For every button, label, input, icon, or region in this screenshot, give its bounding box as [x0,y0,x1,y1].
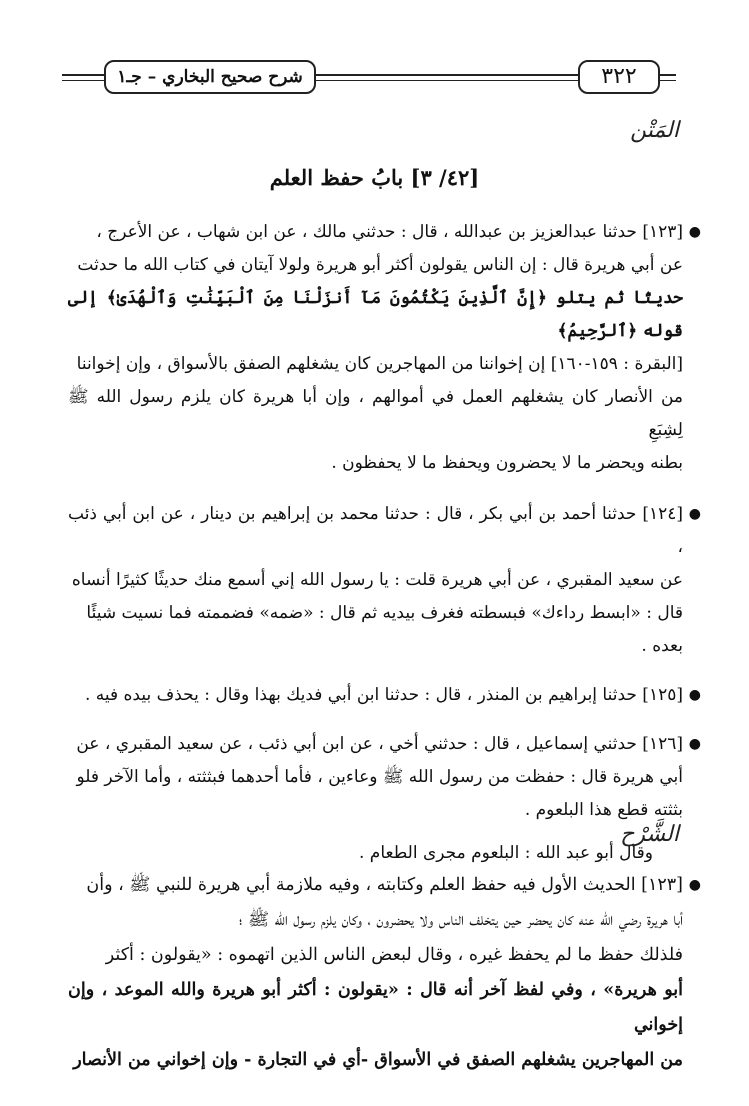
hadith-line: أبي هريرة قال : حفظت من رسول الله ﷺ وعاءين ، فأما أحدهما فبثثته ، وأما الآخر فلو [76,767,683,787]
hadith-line: من الأنصار كان يشغلهم العمل في أموالهم ، وإن أبا هريرة كان يلزم رسول الله ﷺ لِشِبَعِ [68,387,683,440]
hadith-line: بطنه ويحضر ما لا يحضرون ويحفظ ما لا يحفظون . [331,453,683,473]
sharh-line: من المهاجرين يشغلهم الصفق في الأسواق -أي في التجارة - وإن إخواني من الأنصار [73,1050,683,1070]
hadith-123 [68,216,701,480]
hadith-line: [١٢٤] حدثنا أحمد بن أبي بكر ، قال : حدثنا محمد بن إبراهيم بن دينار ، عن ابن أبي ذئب ، [68,504,683,557]
bullet-icon: ● [688,224,701,240]
bullet-icon: ● [688,506,701,522]
hadith-line: عن سعيد المقبري ، عن أبي هريرة قلت : يا رسول الله إني أسمع منك حديثًا كثيرًا أنساه [71,570,683,590]
page-number: ٣٢٢ [578,60,660,94]
sharh-line: أبو هريرة» ، وفي لفظ آخر أنه قال : «يقولون : أكثر أبو هريرة والله الموعد ، وإن إخواني [68,980,683,1035]
hadith-124 [68,498,701,663]
hadith-line: [١٢٣] حدثنا عبدالعزيز بن عبدالله ، قال : حدثني مالك ، عن ابن شهاب ، عن الأعرج ، [96,222,683,242]
sharh-label: الشَّرْح [620,822,679,847]
chapter-title: [٤٢/ ٣] بابُ حفظ العلم [269,165,480,190]
hadith-126 [68,728,701,827]
hadith-line: بعده . [641,636,683,656]
sharh-line: [١٢٣] الحديث الأول فيه حفظ العلم وكتابته ، وفيه ملازمة أبي هريرة للنبي ﷺ ، وأن [86,875,683,895]
sharh-line: فلذلك حفظ ما لم يحفظ غيره ، وقال لبعض الناس الذين اتهموه : «يقولون : أكثر [105,945,683,965]
hadith-125 [68,679,701,712]
hadith-line: بثثته قطع هذا البلعوم . [524,800,683,820]
bullet-icon: ● [688,736,701,752]
hadith-line: [١٢٥] حدثنا إبراهيم بن المنذر ، قال : حدثنا ابن أبي فديك بهذا وقال : يحذف بيده فيه . [84,685,683,705]
sharh-section [68,868,701,1078]
hadith-line: عن أبي هريرة قال : إن الناس يقولون أكثر أبو هريرة ولولا آيتان في كتاب الله ما حدثت [77,255,683,275]
hadith-line: [١٢٦] حدثني إسماعيل ، قال : حدثني أخي ، عن ابن أبي ذئب ، عن سعيد المقبري ، عن [76,734,683,754]
bullet-icon: ● [688,687,701,703]
matn-section [68,216,701,870]
hadith-line: [البقرة : ١٥٩-١٦٠] إن إخواننا من المهاجرين كان يشغلهم الصفق بالأسواق ، وإن إخواننا [76,354,683,374]
book-title: شرح صحيح البخاري – جـ١ [104,60,316,94]
matn-label: المَتْن [630,118,679,143]
sharh-paragraph [68,868,701,1078]
hadith-line: حديثًا ثم يتلو ﴿إِنَّ ٱلَّذِينَ يَكْتُمُونَ مَآ أَنزَلْنَا مِنَ ٱلْبَيِّنَٰتِ وَٱلْهُدَىٰ﴾ إلى قوله ﴿ٱلرَّحِيمُ﴾ [68,288,683,341]
bullet-icon: ● [688,877,701,893]
abu-abdullah-note: وقال أبو عبد الله : البلعوم مجرى الطعام . [359,843,653,863]
hadith-line: قال : «ابسط رداءك» فبسطته فغرف بيديه ثم قال : «ضمه» فضممته فما نسيت شيئًا [86,603,683,623]
sharh-line: أبا هريرة رضي الله عنه كان يحضر حين يتخلف الناس ولا يحضرون ، وكان يلزم رسول الله ﷺ ؛ [238,910,683,930]
